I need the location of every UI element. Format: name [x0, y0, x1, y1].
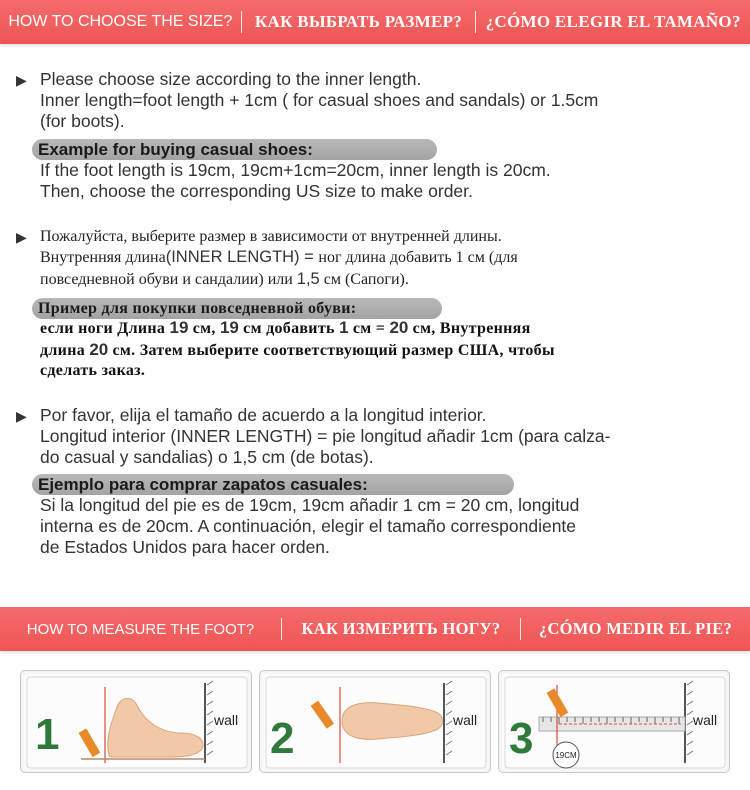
banner-title-ru: КАК ВЫБРАТЬ РАЗМЕР? [254, 12, 463, 31]
english-line-3: (for boots). [40, 111, 125, 131]
step-3-panel [498, 670, 730, 773]
step-1-panel [20, 670, 252, 773]
banner-title-es: ¿CÓMO MEDIR EL PIE? [538, 619, 733, 638]
banner-title-en: HOW TO CHOOSE THE SIZE? [8, 13, 233, 30]
foot-illustration [108, 698, 203, 757]
english-line-1: Please choose size according to the inner length. [40, 69, 422, 89]
step-2-number: 2 [270, 714, 295, 763]
bullet-triangle-icon: ▶ [16, 229, 27, 245]
step-2-illustration [260, 671, 491, 773]
spanish-line-3: do casual y sandalias) o 1,5 cm (de botas). [40, 447, 374, 467]
pencil-icon [79, 728, 101, 757]
banner-title-en: HOW TO MEASURE THE FOOT? [26, 620, 255, 638]
pencil-icon [311, 701, 334, 729]
measure-label: 19CM [555, 751, 577, 760]
russian-line-2: Внутренняя длина(INNER LENGTH) = ног длина добавить 1 см (для [40, 248, 518, 266]
bullet-triangle-icon: ▶ [16, 408, 27, 424]
russian-example-line-3: сделать заказ. [40, 362, 146, 379]
spanish-example-line-2: interna es de 20cm. A continuación, elegir el tamaño correspondiente [40, 516, 577, 536]
wall-label: wall [214, 712, 239, 728]
banner-title-ru: КАК ИЗМЕРИТЬ НОГУ? [301, 619, 501, 638]
step-3-number: 3 [509, 714, 534, 763]
foot-illustration [342, 703, 443, 740]
spanish-example-line-3: de Estados Unidos para hacer orden. [40, 537, 330, 557]
size-guide-banner [0, 0, 750, 44]
russian-example-line-2: длина 20 см. Затем выберите соответствующий размер США, чтобы [40, 340, 555, 359]
spanish-example-line-1: Si la longitud del pie es de 19cm, 19cm añadir 1 cm = 20 cm, longitud [40, 495, 580, 515]
step-2-panel [259, 670, 491, 773]
english-example-heading: Example for buying casual shoes: [32, 139, 437, 160]
bullet-triangle-icon: ▶ [16, 72, 27, 88]
english-example-line-2: Then, choose the corresponding US size to make order. [40, 181, 473, 201]
step-1-number: 1 [35, 710, 60, 759]
step-1-illustration [21, 671, 252, 773]
spanish-line-1: Por favor, elija el tamaño de acuerdo a la longitud interior. [40, 405, 487, 425]
spanish-line-2: Longitud interior (INNER LENGTH) = pie longitud añadir 1cm (para calza- [40, 426, 611, 446]
russian-example-line-1: если ноги Длина 19 см, 19 см добавить 1 см = 20 см, Внутренняя [40, 318, 531, 337]
measure-guide-banner [0, 607, 750, 651]
wall-hatch [446, 681, 452, 755]
wall-hatch [207, 681, 213, 755]
english-example-line-1: If the foot length is 19cm, 19cm+1cm=20cm, inner length is 20cm. [40, 160, 551, 180]
russian-line-1: Пожалуйста, выберите размер в зависимости от внутренней длины. [40, 228, 502, 245]
wall-label: wall [453, 712, 478, 728]
step-3-illustration [499, 671, 730, 773]
spanish-example-heading: Ejemplo para comprar zapatos casuales: [32, 474, 514, 495]
wall-label: wall [693, 712, 718, 728]
russian-example-heading: Пример для покупки повседневной обуви: [32, 298, 442, 319]
banner-title-es: ¿CÓMO ELEGIR EL TAMAÑO? [485, 12, 741, 31]
english-line-2: Inner length=foot length + 1cm ( for casual shoes and sandals) or 1.5cm [40, 90, 599, 110]
russian-line-3: повседневной обуви и сандалии) или 1,5 см (Сапоги). [40, 270, 409, 288]
